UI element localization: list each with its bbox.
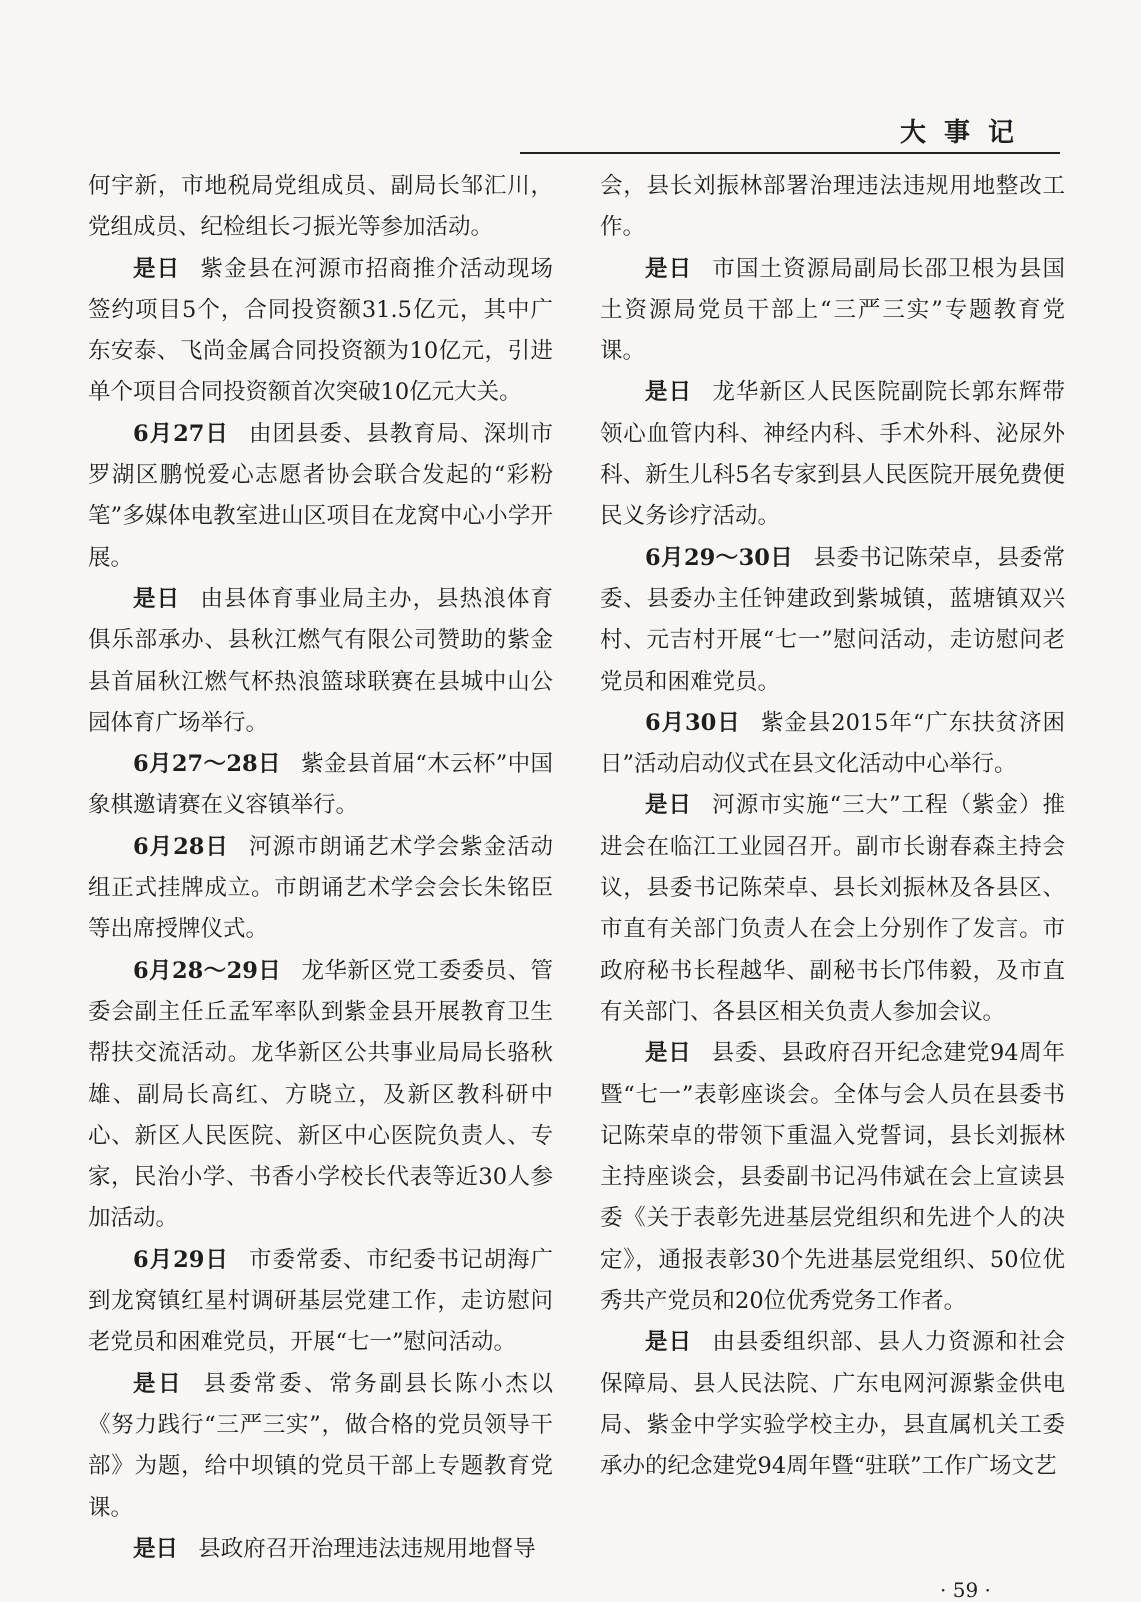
entry	[88, 1529, 553, 1570]
entry-text: 由县体育事业局主办，县热浪体育俱乐部承办、县秋江燃气有限公司赞助的紫金县首届秋江燃气杯热浪篮球联赛在县城中山公园体育广场举行。	[88, 585, 553, 736]
entry-text: 龙华新区人民医院副院长郭东辉带领心血管内科、神经内科、手术外科、泌尿外科、新生儿科5名专家到县人民医院开展免费便民义务诊疗活动。	[600, 379, 1065, 530]
entry-text: 由团县委、县教育局、深圳市罗湖区鹏悦爱心志愿者协会联合发起的“彩粉笔”多媒体电教室进山区项目在龙窝中心小学开展。	[88, 420, 553, 571]
entry-date: 6月30日	[645, 709, 741, 736]
entry	[600, 372, 1065, 537]
entry	[88, 1364, 553, 1529]
entry	[88, 744, 553, 827]
entry-text: 县委常委、常务副县长陈小杰以《努力践行“三严三实”，做合格的党员领导干部》为题，给中坝镇的党员干部上专题教育党课。	[88, 1370, 553, 1521]
entry-text: 紫金县首届“木云杯”中国象棋邀请赛在义容镇举行。	[88, 751, 553, 819]
entry-date: 6月28～29日	[133, 957, 282, 984]
entry-date: 是日	[645, 255, 693, 282]
entry-date: 是日	[133, 585, 181, 612]
entry-date: 6月29～30日	[645, 544, 794, 571]
entry-date: 是日	[133, 1370, 184, 1397]
entry-text: 由县委组织部、县人力资源和社会保障局、县人民法院、广东电网河源紫金供电局、紫金中学实验学校主办，县直属机关工委承办的纪念建党94周年暨“驻联”工作广场文艺	[600, 1329, 1065, 1480]
entry-text: 河源市朗诵艺术学会紫金活动组正式挂牌成立。市朗诵艺术学会会长朱铭臣等出席授牌仪式。	[88, 833, 553, 943]
entry-date: 是日	[645, 792, 692, 819]
entry-text: 紫金县2015年“广东扶贫济困日”活动启动仪式在县文化活动中心举行。	[600, 709, 1066, 778]
entry-text: 县政府召开治理违法违规用地督导	[198, 1535, 536, 1562]
entry-date: 6月29日	[133, 1246, 229, 1273]
entry-text: 龙华新区党工委委员、管委会副主任丘孟军率队到紫金县开展教育卫生帮扶交流活动。龙华新区公共事业局局长骆秋雄、副局长高红、方晓立，及新区教科研中心、新区人民医院、新区中心医院负责人、专家，民治小学、书香小学校长代表等近30人参加活动。	[88, 957, 553, 1232]
entry	[600, 703, 1065, 786]
entry	[88, 951, 553, 1240]
entry-text: 县委、县政府召开纪念建党94周年暨“七一”表彰座谈会。全体与会人员在县委书记陈荣卓的带领下重温入党誓词，县长刘振林主持座谈会，县委副书记冯伟斌在会上宣读县委《关于表彰先进基层党组织和先进个人的决定》，通报表彰30个先进基层党组织、50位优秀共产党员和20位优秀党务工作者。	[600, 1040, 1065, 1315]
entry	[88, 1240, 553, 1364]
entry	[600, 785, 1065, 1033]
entry-text: 会，县长刘振林部署治理违法违规用地整改工作。	[600, 173, 1065, 241]
entry-date: 是日	[645, 1329, 693, 1356]
entry	[600, 538, 1065, 703]
header-rule	[520, 152, 1060, 154]
entry	[88, 166, 553, 249]
entry-date: 是日	[133, 255, 181, 282]
entry-text: 市国土资源局副局长邵卫根为县国土资源局党员干部上“三严三实”专题教育党课。	[600, 255, 1065, 365]
entry	[600, 166, 1065, 249]
entry	[600, 1033, 1065, 1322]
entry-text: 紫金县在河源市招商推介活动现场签约项目5个，合同投资额31.5亿元，其中广东安泰、飞尚金属合同投资额为10亿元，引进单个项目合同投资额首次突破10亿元大关。	[88, 255, 553, 406]
entry	[600, 1322, 1065, 1487]
entry	[600, 249, 1065, 373]
right-column	[600, 166, 1065, 1488]
page-number: · 59 ·	[940, 1578, 991, 1602]
entry-date: 是日	[645, 379, 693, 406]
entry	[88, 414, 553, 579]
entry-text: 河源市实施“三大”工程（紫金）推进会在临江工业园召开。副市长谢春森主持会议，县委书记陈荣卓、县长刘振林及各县区、市直有关部门负责人在会上分别作了发言。市政府秘书长程越华、副秘书长邝伟毅，及市直有关部门、各县区相关负责人参加会议。	[600, 792, 1065, 1025]
entry-text: 市委常委、市纪委书记胡海广到龙窝镇红星村调研基层党建工作，走访慰问老党员和困难党员，开展“七一”慰问活动。	[88, 1246, 553, 1356]
entry-date: 6月27日	[133, 420, 229, 447]
left-column	[88, 166, 553, 1570]
entry-date: 是日	[133, 1535, 179, 1562]
entry-text: 何宇新，市地税局党组成员、副局长邹汇川，党组成员、纪检组长刁振光等参加活动。	[88, 173, 553, 241]
entry	[88, 827, 553, 951]
running-header-title: 大事记	[900, 118, 1033, 148]
entry-date: 6月27～28日	[133, 751, 281, 778]
entry	[88, 579, 553, 744]
entry-text: 县委书记陈荣卓，县委常委、县委办主任钟建政到紫城镇，蓝塘镇双兴村、元吉村开展“七一”慰问活动，走访慰问老党员和困难党员。	[600, 544, 1065, 695]
entry-date: 是日	[645, 1040, 692, 1067]
entry-date: 6月28日	[133, 833, 229, 860]
entry	[88, 249, 553, 414]
